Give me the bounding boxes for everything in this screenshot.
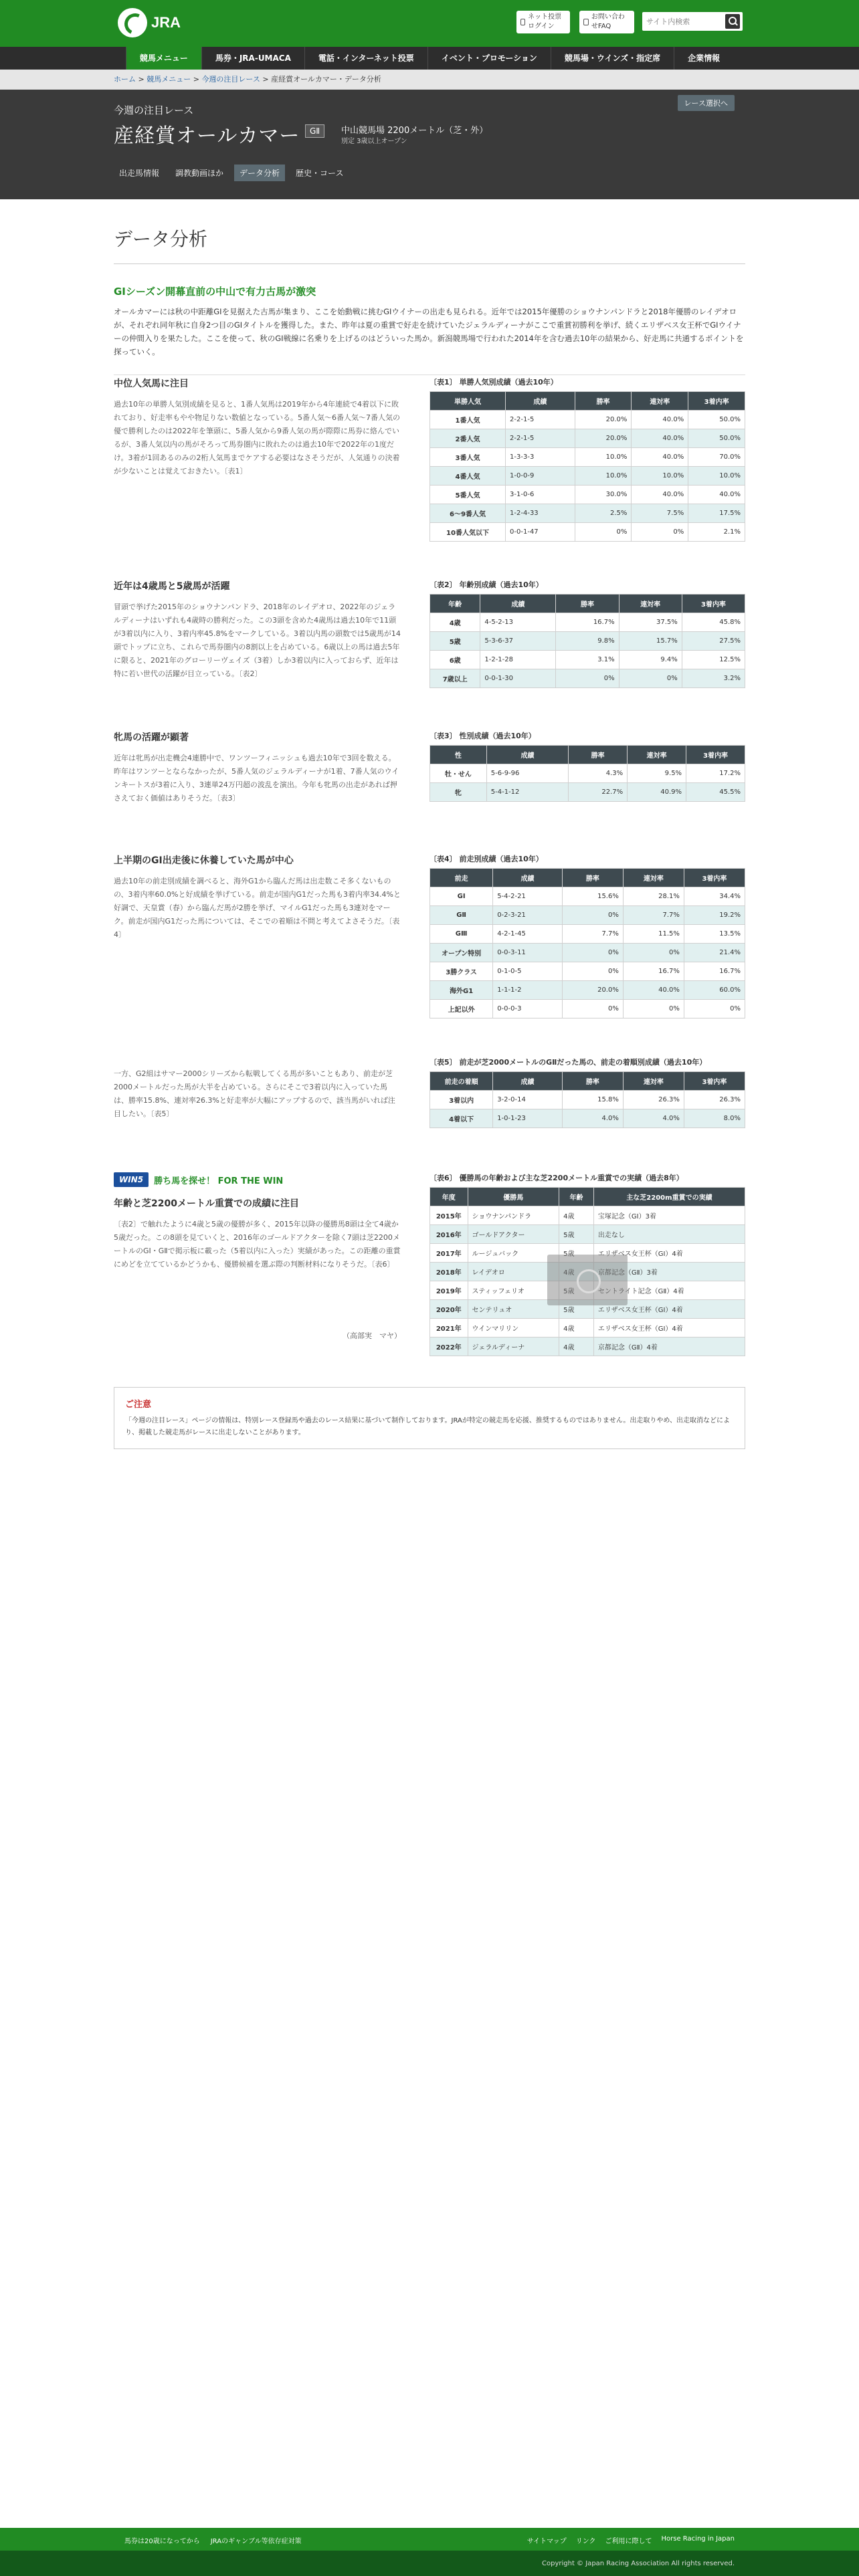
table-cell: 3番人気: [430, 448, 506, 467]
login-button[interactable]: [516, 11, 570, 33]
col-header: 連対率: [623, 1072, 684, 1091]
table-cell: エリザベス女王杯（GⅠ）4着: [593, 1244, 745, 1263]
table-cell: 7歳以上: [430, 669, 480, 688]
table-cell: 11.5%: [623, 925, 684, 944]
table-caption: 〔表1〕 単勝人気別成績（過去10年）: [430, 378, 558, 387]
table-row: [430, 504, 745, 523]
main-content: [114, 199, 745, 1436]
table-cell: 0%: [556, 669, 619, 688]
win5-banner: [114, 1172, 401, 1187]
race-sub: 今週の注目レース: [114, 104, 194, 116]
faq-button[interactable]: [579, 11, 634, 33]
table-row: [430, 613, 745, 632]
col-header: 勝率: [562, 1072, 623, 1091]
table-cell: 12.5%: [682, 651, 745, 669]
table-cell: 2019年: [430, 1281, 468, 1300]
footer-link[interactable]: 馬券は20歳になってから: [124, 2538, 200, 2545]
table-row: [430, 429, 745, 448]
table-cell: 海外G1: [430, 981, 493, 1000]
table-cell: 20.0%: [562, 981, 623, 1000]
section-heading: 近年は4歳馬と5歳馬が活躍: [114, 581, 230, 592]
table-row: [430, 962, 745, 981]
faq-icon: [583, 19, 589, 25]
table-cell: 2021年: [430, 1319, 468, 1337]
table-cell: 4歳: [430, 613, 480, 632]
table-cell: スティッフェリオ: [468, 1281, 559, 1300]
table-cell: 0%: [684, 1000, 745, 1018]
section-body: 〔表2〕で触れたように4歳と5歳の優勝が多く、2015年以降の優勝馬8頭は全て4歳か5歳だった。この8頭を見ていくと、2016年のゴールドアクターを除く7頭は芝2200メートルのGⅠ・GⅡで掲示板に載った（5着以内に入った）実績があった。この距離の重賞にめどを立てているかどうかも、優勝候補を選ぶ際の判断材料になりそうだ。〔表6〕: [114, 1220, 401, 1269]
section-text: [114, 853, 401, 942]
table-cell: 2020年: [430, 1300, 468, 1319]
table-cell: 7.5%: [632, 504, 688, 523]
table-cell: 0%: [562, 962, 623, 981]
table-cell: 4歳: [559, 1206, 594, 1225]
table-header-row: [430, 746, 745, 764]
table-caption: 〔表5〕 前走が芝2000メートルのGⅡだった馬の、前走の着順別成績（過去10年）: [430, 1058, 707, 1067]
table-cell: 0%: [619, 669, 682, 688]
table-cell: 7.7%: [562, 925, 623, 944]
table-cell: ルージュバック: [468, 1244, 559, 1263]
col-header: 年齢: [559, 1188, 594, 1206]
table-cell: 京都記念（GⅡ）4着: [593, 1337, 745, 1356]
col-header: 3着内率: [682, 595, 745, 613]
table-header-row: [430, 1072, 745, 1091]
table-cell: 10.0%: [632, 467, 688, 486]
table-cell: オープン特別: [430, 944, 493, 962]
notice-box: [114, 1387, 745, 1449]
table-cell: 17.2%: [686, 764, 745, 783]
col-header: 勝率: [569, 746, 628, 764]
author-credit: （高部実 マヤ）: [343, 1331, 401, 1340]
col-header: 成績: [486, 746, 568, 764]
table-cell: 5-6-9-96: [486, 764, 568, 783]
table-cell: GⅠ: [430, 887, 493, 906]
table-cell: 70.0%: [688, 448, 745, 467]
table-cell: 0-0-1-47: [506, 523, 575, 542]
section-text: [114, 730, 401, 805]
table-cell: 15.8%: [562, 1091, 623, 1109]
login-label: ネット投票ログイン: [528, 13, 562, 30]
search-input[interactable]: [642, 13, 725, 30]
breadcrumb-home[interactable]: ホーム: [114, 75, 136, 84]
race-tabs: [114, 165, 349, 181]
nav-item-racing-menu[interactable]: 競馬メニュー: [126, 47, 201, 70]
table-row: [430, 1091, 745, 1109]
table-cell: エリザベス女王杯（GⅠ）4着: [593, 1319, 745, 1337]
win5-tagline: 勝ち馬を探せ！ FOR THE WIN: [154, 1176, 284, 1186]
table-row: [430, 448, 745, 467]
table-cell: 17.5%: [688, 504, 745, 523]
col-header: 年齢: [430, 595, 480, 613]
table-row: [430, 486, 745, 504]
col-header: 年度: [430, 1188, 468, 1206]
table-cell: 16.7%: [623, 962, 684, 981]
table-cell: 3着以内: [430, 1091, 493, 1109]
table-cell: 3勝クラス: [430, 962, 493, 981]
table-cell: 30.0%: [575, 486, 632, 504]
table-row: [430, 1337, 745, 1356]
table-cell: 4.3%: [569, 764, 628, 783]
table-4-block: [430, 853, 745, 1018]
table-cell: 9.4%: [619, 651, 682, 669]
table-cell: 3.1%: [556, 651, 619, 669]
nav-item-racecourses[interactable]: 競馬場・ウインズ・指定席: [551, 47, 674, 70]
table-cell: 15.6%: [562, 887, 623, 906]
table-cell: 60.0%: [684, 981, 745, 1000]
table-row: [430, 764, 745, 783]
lead-text: オールカマーには秋の中距離GⅠを見据えた古馬が集まり、ここを始動戦に挑むGⅠウイナーの出走も見られる。近年では2015年優勝のショウナンパンドラと2018年優勝のレイデオロが、それぞれ同年秋に自身2つ目のGⅠタイトルを獲得した。また、昨年は夏の重賞で好走を続けていたジェラルディーナがここで重賞初勝利を挙げ、続くエリザベス女王杯でGⅠウイナーの仲間入りを果たした。ここを使って、秋のGⅠ戦線に名乗りを上げるのはどういった馬か。新潟競馬場で行われた2014年を含む過去10年の結果から、好走馬に共通するポイントを探っていく。: [114, 305, 745, 375]
table-cell: 50.0%: [688, 429, 745, 448]
nav-item-corporate[interactable]: 企業情報: [674, 47, 733, 70]
col-header: 3着内率: [688, 392, 745, 411]
table-cell: 2.1%: [688, 523, 745, 542]
table-cell: 10.0%: [575, 467, 632, 486]
table-cell: 26.3%: [623, 1091, 684, 1109]
table-row: [430, 1109, 745, 1128]
table-cell: 6〜9番人気: [430, 504, 506, 523]
table-cell: 牝: [430, 783, 487, 802]
table-cell: 37.5%: [619, 613, 682, 632]
table-cell: ウインマリリン: [468, 1319, 559, 1337]
login-icon: [520, 19, 525, 25]
table-cell: 16.7%: [556, 613, 619, 632]
footer-link-sitemap[interactable]: サイトマップ: [527, 2538, 567, 2545]
col-header: 成績: [493, 1072, 563, 1091]
table-row: [430, 906, 745, 925]
table-header-row: [430, 869, 745, 887]
section-text: [114, 377, 401, 478]
col-header: 前走: [430, 869, 493, 887]
table-age: [430, 594, 745, 688]
section-heading: 上半期のGⅠ出走後に休養していた馬が中心: [114, 855, 294, 866]
table-cell: エリザベス女王杯（GⅠ）4着: [593, 1300, 745, 1319]
table-cell: 27.5%: [682, 632, 745, 651]
tab-history[interactable]: 歴史・コース: [296, 169, 344, 178]
table-cell: センテリュオ: [468, 1300, 559, 1319]
nav-item-voting[interactable]: 電話・インターネット投票: [304, 47, 427, 70]
race-title: 産経賞オールカマー: [114, 124, 300, 148]
table-cell: 0%: [623, 1000, 684, 1018]
table-cell: GⅢ: [430, 925, 493, 944]
tab-entries[interactable]: 出走馬情報: [119, 169, 160, 178]
section-text: [114, 1067, 401, 1121]
table-cell: 45.5%: [686, 783, 745, 802]
col-header: 3着内率: [686, 746, 745, 764]
table-cell: 4-2-1-45: [493, 925, 563, 944]
main-nav: [0, 47, 859, 70]
table-cell: 4-5-2-13: [480, 613, 556, 632]
table-cell: 19.2%: [684, 906, 745, 925]
table-cell: 2017年: [430, 1244, 468, 1263]
table-cell: 1-3-3-3: [506, 448, 575, 467]
table-cell: 34.4%: [684, 887, 745, 906]
table-sex: [430, 745, 745, 802]
table-cell: 0%: [623, 944, 684, 962]
table-cell: 5歳: [559, 1281, 594, 1300]
col-header: 連対率: [623, 869, 684, 887]
col-header: 前走の着順: [430, 1072, 493, 1091]
table-cell: 5歳: [559, 1300, 594, 1319]
col-header: 成績: [493, 869, 563, 887]
win5-logo: WIN5: [114, 1172, 149, 1187]
footer-left-links: [124, 2535, 302, 2545]
table-cell: 2022年: [430, 1337, 468, 1356]
table-cell: 5-4-1-12: [486, 783, 568, 802]
table-cell: 5-4-2-21: [493, 887, 563, 906]
table-cell: 0-0-0-3: [493, 1000, 563, 1018]
table-cell: 2015年: [430, 1206, 468, 1225]
logo-text: JRA: [151, 14, 181, 31]
table-cell: 3-1-0-6: [506, 486, 575, 504]
col-header: 3着内率: [684, 869, 745, 887]
table-cell: 40.0%: [688, 486, 745, 504]
table-header-row: [430, 595, 745, 613]
table-cell: 0-2-3-21: [493, 906, 563, 925]
headline: GⅠシーズン開幕直前の中山で有力古馬が激突: [114, 286, 316, 298]
table-row: [430, 1225, 745, 1244]
table-cell: 2016年: [430, 1225, 468, 1244]
footer-link[interactable]: JRAのギャンブル等依存症対策: [210, 2538, 302, 2545]
footer-link-terms[interactable]: ご利用に際して: [605, 2538, 652, 2545]
table-cell: 40.0%: [632, 429, 688, 448]
table-3-block: [430, 730, 745, 802]
table-cell: 50.0%: [688, 411, 745, 429]
nav-item-events[interactable]: イベント・プロモーション: [427, 47, 551, 70]
table-cell: 出走なし: [593, 1225, 745, 1244]
table-5-block: [430, 1057, 745, 1128]
table-cell: 20.0%: [575, 411, 632, 429]
table-cell: 2018年: [430, 1263, 468, 1281]
table-cell: 26.3%: [684, 1091, 745, 1109]
table-cell: 牡・せん: [430, 764, 487, 783]
table-cell: 4番人気: [430, 467, 506, 486]
footer-right-links: [527, 2535, 735, 2545]
table-cell: 40.0%: [632, 448, 688, 467]
breadcrumb-current: 産経賞オールカマー・データ分析: [271, 75, 381, 84]
faq-label: お問い合わせFAQ: [591, 13, 625, 30]
table-row: [430, 944, 745, 962]
table-cell: 0%: [562, 906, 623, 925]
table-cell: 9.8%: [556, 632, 619, 651]
table-g2-finish: [430, 1071, 745, 1128]
loading-spinner-icon: [547, 1255, 628, 1305]
table-cell: 3.2%: [682, 669, 745, 688]
table-cell: 10.0%: [688, 467, 745, 486]
table-cell: 45.8%: [682, 613, 745, 632]
notice-body: 「今週の注目レース」ページの情報は、特別レース登録馬や過去のレース結果に基づいて制作しております。JRAが特定の競走馬を応援、推奨するものではありません。出走取りやめ、出走取消などにより、掲載した競走馬がレースに出走しないことがあります。: [125, 1417, 731, 1436]
section-body: 過去10年の単勝人気別成績を見ると、1番人気馬は2019年から4年連続で4着以下に敗れており、好走率もやや物足りない数値となっている。5番人気〜6番人気〜7番人気の優で勝利したのは2022年を筆頭に、5番人気から9番人気の馬が際際に馬券に絡んでいるが、3番人気以内の馬がそろって馬券圏内に敗れたのは過去10年で2022年の1度だけ。3着が1回あるのみの2桁人気馬までケアする必要はなさそうだが、人気通りの決着が少ないことは覚えておきたい。〔表1〕: [114, 400, 400, 475]
col-header: 勝率: [575, 392, 632, 411]
race-course-sub: 別定 3歳以上オープン: [341, 138, 407, 145]
table-cell: 20.0%: [575, 429, 632, 448]
table-cell: 4歳: [559, 1263, 594, 1281]
tab-videos[interactable]: 調教動画ほか: [175, 169, 224, 178]
table-cell: 3-2-0-14: [493, 1091, 563, 1109]
table-caption: 〔表4〕 前走別成績（過去10年）: [430, 855, 543, 863]
table-row: [430, 1206, 745, 1225]
table-cell: 40.0%: [632, 411, 688, 429]
breadcrumb-menu[interactable]: 競馬メニュー: [147, 75, 191, 84]
table-header-row: [430, 392, 745, 411]
table-cell: ゴールドアクター: [468, 1225, 559, 1244]
col-header: 3着内率: [684, 1072, 745, 1091]
table-caption: 〔表3〕 性別成績（過去10年）: [430, 732, 536, 740]
table-cell: 22.7%: [569, 783, 628, 802]
table-previous-race: [430, 868, 745, 1018]
table-row: [430, 523, 745, 542]
table-cell: 1-0-0-9: [506, 467, 575, 486]
table-cell: 2-2-1-5: [506, 429, 575, 448]
table-caption: 〔表2〕 年齢別成績（過去10年）: [430, 580, 543, 589]
section-heading: 年齢と芝2200メートル重賞での成績に注目: [114, 1198, 299, 1209]
section-body: 過去10年の前走別成績を調べると、海外G1から臨んだ馬は出走数こそ多くないものの、3着内率60.0%と好成績を挙げている。前走が国内G1だった馬も3着内率34.4%と好調で、天皇賞（春）から臨んだ馬が2勝を挙げ、マイルG1だった馬も3連対をマーク。前走が国内G1だった馬については、そこでの着順は不問と考えてよさそうだ。〔表4〕: [114, 877, 401, 939]
table-cell: 4歳: [559, 1319, 594, 1337]
table-cell: セントライト記念（GⅡ）4着: [593, 1281, 745, 1300]
table-cell: 1番人気: [430, 411, 506, 429]
table-cell: 4歳: [559, 1337, 594, 1356]
race-header: [0, 90, 859, 199]
footer-link-links[interactable]: リンク: [575, 2538, 596, 2545]
table-cell: 0-1-0-5: [493, 962, 563, 981]
search-box: [642, 12, 743, 31]
table-cell: 5歳: [559, 1244, 594, 1263]
table-popularity: [430, 391, 745, 542]
jra-logo[interactable]: [118, 8, 181, 37]
table-2-block: [430, 579, 745, 688]
table-cell: 28.1%: [623, 887, 684, 906]
table-cell: 1-0-1-23: [493, 1109, 563, 1128]
table-cell: 1-2-1-28: [480, 651, 556, 669]
table-cell: 5歳: [559, 1225, 594, 1244]
table-cell: 5-3-6-37: [480, 632, 556, 651]
search-icon[interactable]: [725, 14, 740, 29]
breadcrumb: ホーム > 競馬メニュー > 今週の注目レース > 産経賞オールカマー・データ分析: [0, 70, 859, 90]
table-cell: 0%: [632, 523, 688, 542]
col-header: 優勝馬: [468, 1188, 559, 1206]
table-cell: 京都記念（GⅡ）3着: [593, 1263, 745, 1281]
table-header-row: [430, 1188, 745, 1206]
section-text: [114, 1172, 401, 1271]
col-header: 性: [430, 746, 487, 764]
table-cell: 5番人気: [430, 486, 506, 504]
col-header: 単勝人気: [430, 392, 506, 411]
race-select-button[interactable]: レース選択へ: [678, 95, 735, 111]
table-cell: 2-2-1-5: [506, 411, 575, 429]
col-header: 勝率: [562, 869, 623, 887]
table-cell: 15.7%: [619, 632, 682, 651]
table-cell: 1-2-4-33: [506, 504, 575, 523]
table-cell: 10.0%: [575, 448, 632, 467]
table-cell: レイデオロ: [468, 1263, 559, 1281]
col-header: 主な芝2200m重賞での実績: [593, 1188, 745, 1206]
footer-bar: [0, 2528, 859, 2551]
table-cell: 2番人気: [430, 429, 506, 448]
table-cell: 40.9%: [628, 783, 686, 802]
table-caption: 〔表6〕 優勝馬の年齢および主な芝2200メートル重賞での実績（過去8年）: [430, 1174, 684, 1182]
section-body: 冒頭で挙げた2015年のショウナンパンドラ、2018年のレイデオロ、2022年のジェラルディーナはいずれも4歳時の勝利だった。この3頭を含めた4歳馬は過去10年で11頭が3着以内に入り、3着内率45.8%をマークしている。3着以内馬の頭数では5歳馬が14頭でトップに立ち、これらで馬券圏内の8割以上を占めている。6歳以上の馬は過去5年に限ると、2021年のグローリーヴェイズ（3着）しか3着以内に入っておらず、近年は特に若い世代の活躍が目立っている。〔表2〕: [114, 603, 401, 678]
table-cell: 2.5%: [575, 504, 632, 523]
table-cell: 5歳: [430, 632, 480, 651]
table-row: [430, 411, 745, 429]
table-cell: GⅡ: [430, 906, 493, 925]
table-cell: 0%: [575, 523, 632, 542]
table-row: [430, 632, 745, 651]
top-bar: [0, 0, 859, 47]
table-cell: 上記以外: [430, 1000, 493, 1018]
nav-item-tickets[interactable]: 馬券・JRA-UMACA: [201, 47, 304, 70]
col-header: 勝率: [556, 595, 619, 613]
breadcrumb-notable[interactable]: 今週の注目レース: [201, 75, 260, 84]
tab-data-analysis[interactable]: データ分析: [234, 165, 285, 181]
section-heading: 中位人気馬に注目: [114, 379, 189, 389]
section-heading: 牝馬の活躍が顕著: [114, 732, 189, 743]
table-cell: 6歳: [430, 651, 480, 669]
table-cell: 40.0%: [623, 981, 684, 1000]
table-cell: 7.7%: [623, 906, 684, 925]
section-body: 一方、G2組はサマー2000シリーズから転戦してくる馬が多いこともあり、前走が芝2000メートルだった馬が大半を占めている。さらにそこで3着以内に入っていた馬は、勝率15.8%、連対率26.3%と好走率が大幅にアップするので、該当馬がいれば注目したい。〔表5〕: [114, 1069, 395, 1118]
table-row: [430, 887, 745, 906]
table-cell: 0-0-1-30: [480, 669, 556, 688]
jra-logo-icon: [118, 8, 147, 37]
table-cell: 宝塚記念（GⅠ）3着: [593, 1206, 745, 1225]
table-cell: ショウナンパンドラ: [468, 1206, 559, 1225]
table-cell: 0%: [562, 944, 623, 962]
col-header: 成績: [506, 392, 575, 411]
table-cell: 4.0%: [623, 1109, 684, 1128]
table-row: [430, 981, 745, 1000]
table-row: [430, 1000, 745, 1018]
table-cell: 0%: [562, 1000, 623, 1018]
table-cell: 16.7%: [684, 962, 745, 981]
table-cell: 4着以下: [430, 1109, 493, 1128]
table-cell: 0-0-3-11: [493, 944, 563, 962]
copyright: Copyright © Japan Racing Association All rights reserved.: [0, 2551, 859, 2576]
notice-title: ご注意: [125, 1400, 152, 1410]
col-header: 連対率: [628, 746, 686, 764]
table-row: [430, 925, 745, 944]
col-header: 成績: [480, 595, 556, 613]
table-cell: 8.0%: [684, 1109, 745, 1128]
race-course: 中山競馬場 2200メートル（芝・外）: [341, 126, 488, 136]
table-row: [430, 669, 745, 688]
page-title: データ分析: [114, 199, 745, 264]
table-cell: 21.4%: [684, 944, 745, 962]
table-row: [430, 467, 745, 486]
section-body: 近年は牝馬が出走機会4連勝中で、ワンツーフィニッシュも過去10年で3回を数える。昨年はワンツーとならなかったが、5番人気のジェラルディーナが1着、7番人気のウインキートスが3着に入り、3連単24万円超の波乱を演出。今年も牝馬の出走があれば押さえておく価値はありそうだ。〔表3〕: [114, 754, 399, 802]
table-cell: 1-1-1-2: [493, 981, 563, 1000]
footer-link-english[interactable]: Horse Racing in Japan: [661, 2535, 735, 2543]
col-header: 連対率: [619, 595, 682, 613]
col-header: 連対率: [632, 392, 688, 411]
grade-badge: GⅡ: [305, 124, 324, 138]
table-row: [430, 783, 745, 802]
table-cell: 9.5%: [628, 764, 686, 783]
table-row: [430, 1319, 745, 1337]
table-1-block: [430, 377, 745, 542]
table-cell: 13.5%: [684, 925, 745, 944]
table-cell: 40.0%: [632, 486, 688, 504]
table-row: [430, 651, 745, 669]
section-text: [114, 579, 401, 681]
table-cell: ジェラルディーナ: [468, 1337, 559, 1356]
table-cell: 4.0%: [562, 1109, 623, 1128]
table-cell: 10番人気以下: [430, 523, 506, 542]
